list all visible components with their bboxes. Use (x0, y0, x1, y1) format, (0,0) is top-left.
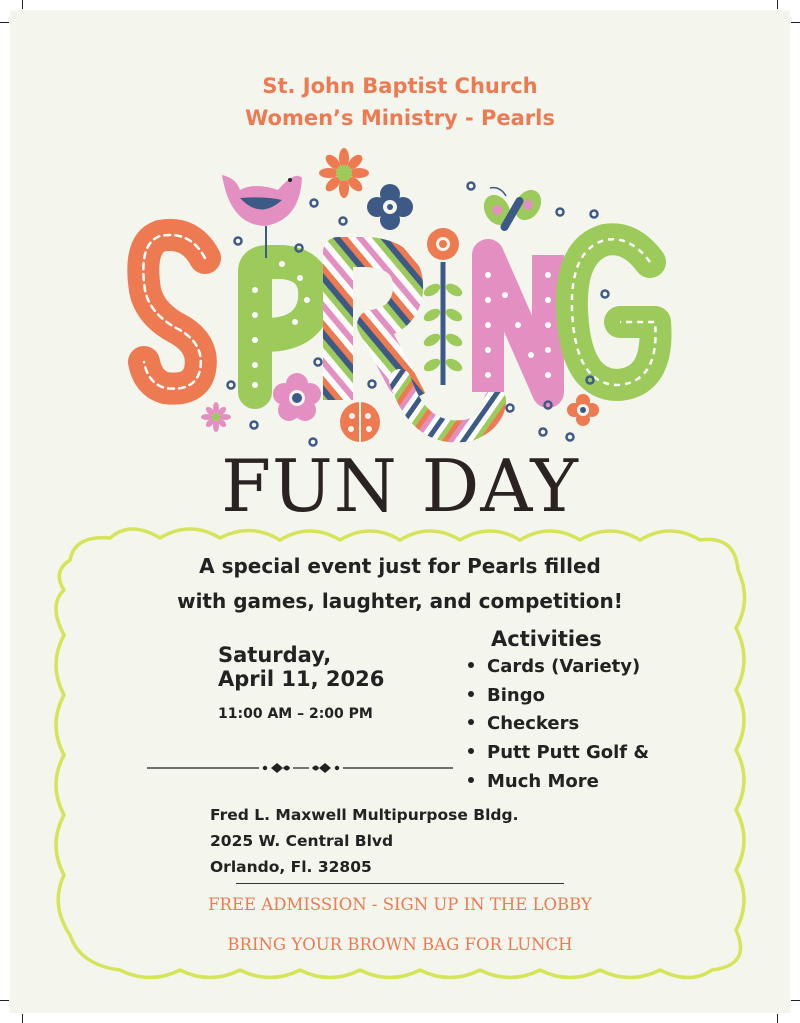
church-name: St. John Baptist Church (262, 74, 538, 98)
list-item (468, 682, 649, 711)
ministry-name: Women’s Ministry - Pearls (245, 106, 555, 130)
ornament-divider (147, 760, 453, 776)
tagline-line-1: A special event just for Pearls filled (199, 554, 601, 578)
bullet-icon (468, 719, 474, 725)
admission-note: FREE ADMISSION - SIGN UP IN THE LOBBY (208, 895, 592, 914)
event-tagline (150, 549, 650, 619)
activities-list (468, 653, 649, 796)
tagline-line-2: with games, laughter, and competition! (177, 589, 623, 613)
fun-day-title: FUN DAY (221, 444, 579, 528)
building-name: Fred L. Maxwell Multipurpose Bldg. (210, 806, 519, 824)
list-item (468, 710, 649, 739)
activity-label: Checkers (487, 713, 580, 735)
list-item (468, 768, 649, 797)
activity-label: Putt Putt Golf & (487, 742, 650, 764)
event-date-value: April 11, 2026 (218, 667, 385, 691)
list-item (468, 739, 649, 768)
bullet-icon (468, 691, 474, 697)
divider-line (236, 883, 564, 884)
activity-label: Much More (487, 770, 599, 792)
bullet-icon (468, 777, 474, 783)
event-date (218, 643, 384, 691)
event-location (210, 802, 519, 880)
list-item (468, 653, 649, 682)
bullet-icon (468, 748, 474, 754)
activities-heading: Activities (491, 627, 602, 651)
city-state-zip: Orlando, Fl. 32805 (210, 858, 372, 876)
lunch-note: BRING YOUR BROWN BAG FOR LUNCH (227, 935, 573, 954)
bullet-icon (468, 662, 474, 668)
event-day: Saturday, (218, 643, 332, 667)
event-time: 11:00 AM – 2:00 PM (218, 706, 373, 722)
activity-label: Bingo (487, 684, 545, 706)
activity-label: Cards (Variety) (487, 656, 641, 677)
street-address: 2025 W. Central Blvd (210, 832, 394, 850)
